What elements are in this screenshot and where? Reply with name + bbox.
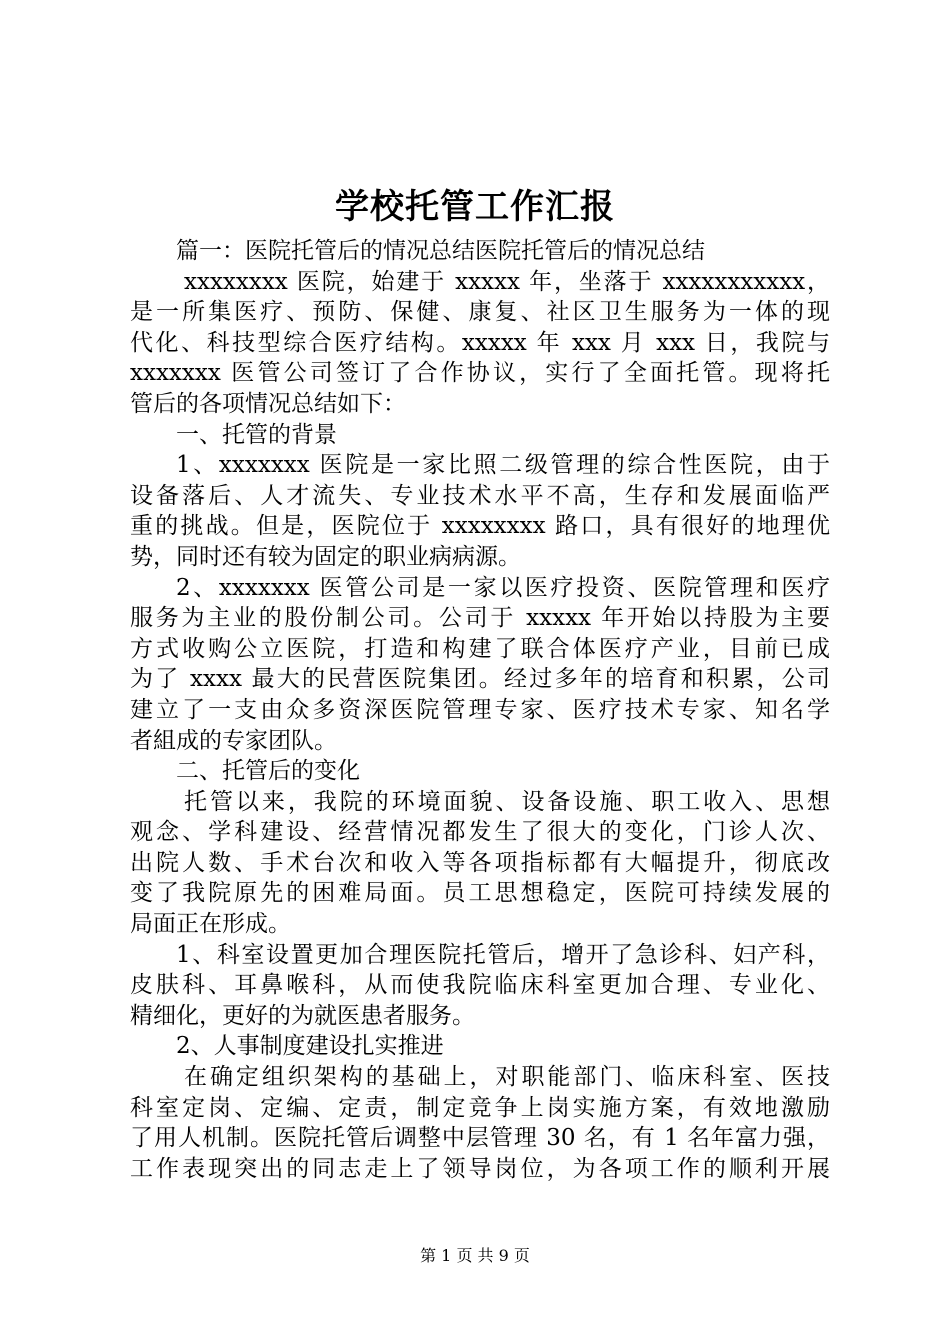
- paragraph-line: 1、xxxxxxx 医院是一家比照二级管理的综合性医院，由于: [176, 452, 830, 479]
- paragraph-line: 者組成的专家团队。: [130, 727, 337, 754]
- paragraph-line: xxxxxxx 医管公司签订了合作协议，实行了全面托管。现将托: [130, 360, 830, 387]
- paragraph-line: 是一所集医疗、预防、保健、康复、社区卫生服务为一体的现: [130, 299, 830, 326]
- paragraph-line: 观念、学科建设、经营情况都发生了很大的变化，门诊人次、: [130, 819, 830, 846]
- paragraph-line: 建立了一支由众多资深医院管理专家、医疗技术专家、知名学: [130, 696, 830, 723]
- paragraph-line: xxxxxxxx 医院，始建于 xxxxx 年，坐落于 xxxxxxxxxxx，: [184, 268, 830, 295]
- paragraph-line: 了用人机制。医院托管后调整中层管理 30 名，有 1 名年富力强，: [130, 1125, 830, 1152]
- paragraph-line: 2、xxxxxxx 医管公司是一家以医疗投资、医院管理和医疗: [176, 574, 830, 601]
- paragraph-line: 重的挑战。但是，医院位于 xxxxxxxx 路口，具有很好的地理优: [130, 513, 830, 540]
- section-heading: 一、托管的背景: [176, 421, 337, 448]
- paragraph-line: 工作表现突出的同志走上了领导岗位，为各项工作的顺利开展: [130, 1155, 830, 1182]
- paragraph-line: 局面正在形成。: [130, 911, 291, 938]
- paragraph-line: 托管以来，我院的环境面貌、设备设施、职工收入、思想: [184, 788, 830, 815]
- paragraph-line: 设备落后、人才流失、专业技术水平不高，生存和发展面临严: [130, 482, 830, 509]
- paragraph-line: 精细化，更好的为就医患者服务。: [130, 1002, 475, 1029]
- paragraph-line: 变了我院原先的困难局面。员工思想稳定，医院可持续发展的: [130, 880, 830, 907]
- paragraph-line: 科室定岗、定编、定责，制定竞争上岗实施方案，有效地激励: [130, 1094, 830, 1121]
- paragraph-line: 出院人数、手术台次和收入等各项指标都有大幅提升，彻底改: [130, 849, 830, 876]
- document-body: [130, 236, 830, 1184]
- section-heading: 二、托管后的变化: [176, 758, 360, 785]
- document-title: 学校托管工作汇报: [335, 187, 615, 227]
- paragraph-line: 代化、科技型综合医疗结构。xxxxx 年 xxx 月 xxx 日，我院与: [130, 329, 830, 356]
- paragraph-line: 1、科室设置更加合理医院托管后，增开了急诊科、妇产科，: [176, 941, 830, 968]
- section-heading: 2、人事制度建设扎实推进: [176, 1033, 444, 1060]
- paragraph-line: 方式收购公立医院，打造和构建了联合体医疗产业，目前已成: [130, 635, 830, 662]
- paragraph-line: 篇一：医院托管后的情况总结医院托管后的情况总结: [176, 238, 705, 264]
- paragraph-line: 为了 xxxx 最大的民营医院集团。经过多年的培育和积累，公司: [130, 666, 830, 693]
- paragraph-line: 服务为主业的股份制公司。公司于 xxxxx 年开始以持股为主要: [130, 605, 830, 632]
- paragraph-line: 管后的各项情况总结如下：: [130, 390, 406, 417]
- paragraph-line: 势，同时还有较为固定的职业病病源。: [130, 543, 521, 570]
- page-footer: 第 1 页 共 9 页: [420, 1246, 530, 1265]
- paragraph-line: 在确定组织架构的基础上，对职能部门、临床科室、医技: [184, 1064, 830, 1091]
- paragraph-line: 皮肤科、耳鼻喉科，从而使我院临床科室更加合理、专业化、: [130, 972, 830, 999]
